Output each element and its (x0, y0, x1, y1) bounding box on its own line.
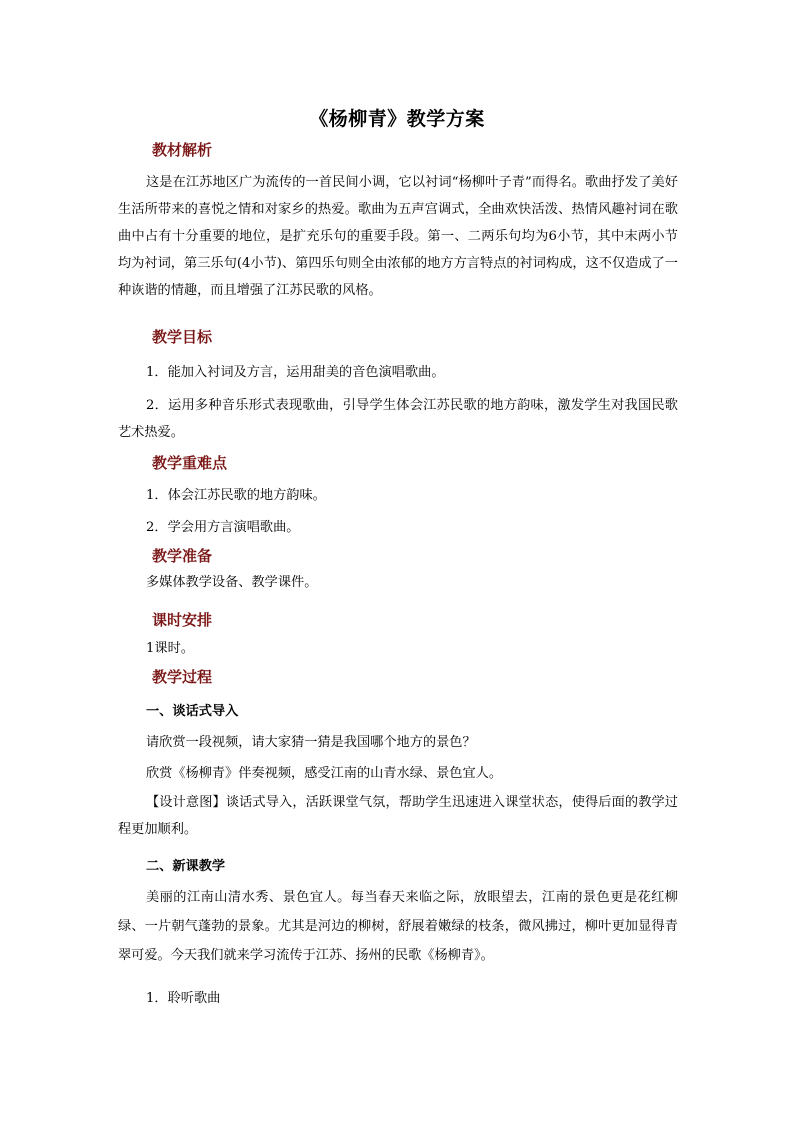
process-part1-line1: 请欣赏一段视频，请大家猜一猜是我国哪个地方的景色？ (146, 735, 476, 750)
analysis-paragraph: 这是在江苏地区广为流传的一首民间小调，它以衬词“杨柳叶子青”而得名。歌曲抒发了美好生活所带来的喜悦之情和对家乡的热爱。歌曲为五声宫调式，全曲欢快活泼、热情风趣衬词在歌曲中占有十分重要的地位，是扩充乐句的重要手段。第一、二两乐句均为6小节，其中末两小节均为衬词，第三乐句(4小节)、第四乐句则全由浓郁的地方方言特点的衬词构成，这不仅造成了一种诙谐的情趣，而且增强了江苏民歌的风格。 (118, 175, 678, 298)
process-part2-paragraph: 美丽的江南山清水秀、景色宜人。每当春天来临之际，放眼望去，江南的景色更是花红柳绿、一片朝气蓬勃的景象。尤其是河边的柳树，舒展着嫩绿的枝条，微风拂过，柳叶更加显得青翠可爱。今天我们就来学习流传于江苏、扬州的民歌《杨柳青》。 (118, 890, 678, 963)
preparation-text: 多媒体教学设备、教学课件。 (146, 575, 318, 590)
heading-analysis: 教材解析 (152, 141, 213, 159)
heading-key-points: 教学重难点 (152, 454, 228, 472)
goal-item-1: 1．能加入衬词及方言，运用甜美的音色演唱歌曲。 (146, 365, 445, 380)
process-part2-title: 二、新课教学 (146, 859, 226, 874)
key-point-item-2: 2．学会用方言演唱歌曲。 (146, 520, 300, 535)
process-part1-title: 一、谈话式导入 (146, 704, 239, 719)
process-part1-line2: 欣赏《杨柳青》伴奏视频，感受江南的山青水绿、景色宜人。 (146, 766, 503, 781)
heading-preparation: 教学准备 (152, 547, 213, 565)
schedule-text: 1课时。 (146, 641, 194, 656)
key-point-item-1: 1．体会江苏民歌的地方韵味。 (146, 488, 326, 503)
goal-item-2: 2．运用多种音乐形式表现歌曲，引导学生体会江苏民歌的地方韵味，激发学生对我国民歌艺术热爱。 (118, 398, 678, 440)
process-part1-design: 【设计意图】谈话式导入，活跃课堂气氛，帮助学生迅速进入课堂状态，使得后面的教学过程更加顺利。 (118, 795, 678, 837)
document-title: 《杨柳青》教学方案 (309, 108, 485, 130)
heading-schedule: 课时安排 (152, 611, 213, 629)
heading-process: 教学过程 (152, 668, 213, 686)
process-part2-item1: 1．聆听歌曲 (146, 991, 221, 1006)
heading-goals: 教学目标 (152, 328, 213, 346)
